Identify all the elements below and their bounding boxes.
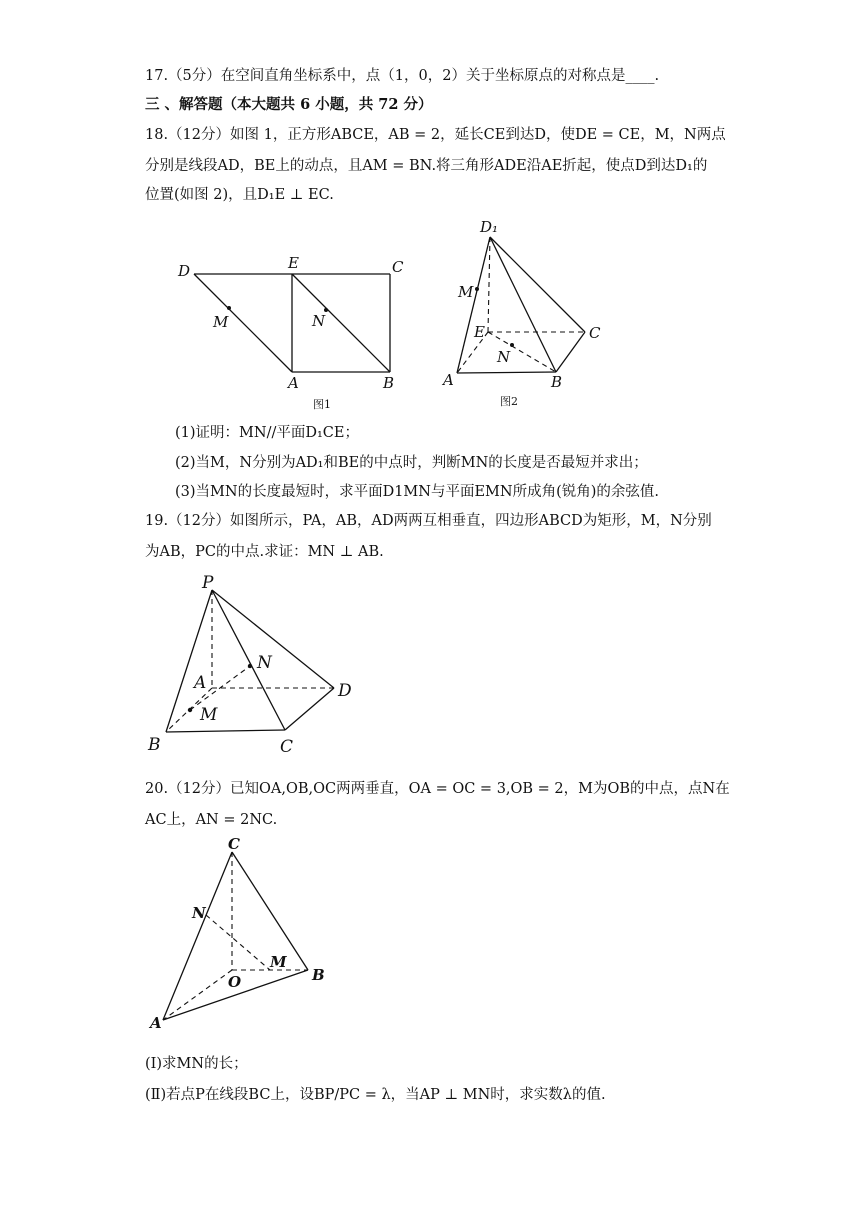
pyramid-label-b: B xyxy=(148,735,161,755)
fig1-label-d: D xyxy=(178,262,191,280)
question-18-line-1: 18.（12分）如图 1，正方形ABCE，AB = 2，延长CE到达D，使DE = CE，M，N两点 xyxy=(145,127,726,143)
question-19-line-1: 19.（12分）如图所示，PA，AB，AD两两互相垂直，四边形ABCD为矩形，M，N分别 xyxy=(145,513,712,529)
pyramid-label-a: A xyxy=(194,673,207,693)
fig2-label-a: A xyxy=(443,371,454,389)
fig2-label-d1: D₁ xyxy=(480,218,499,236)
fig2-label-n: N xyxy=(497,348,511,366)
fig2-label-m: M xyxy=(458,283,474,301)
tetra-label-n: N xyxy=(192,904,206,922)
fig1-label-a: A xyxy=(288,374,299,392)
question-20-line-2: AC上，AN = 2NC. xyxy=(145,812,278,828)
fig2-label-b: B xyxy=(551,373,563,391)
figure-2-folded-pyramid xyxy=(440,215,620,415)
fig1-label-n: N xyxy=(312,312,326,330)
section-heading: 三 、解答题（本大题共 6 小题，共 72 分） xyxy=(145,96,433,113)
tetra-label-b: B xyxy=(312,966,325,984)
pyramid-label-n: N xyxy=(257,653,272,673)
fig2-caption: 图2 xyxy=(500,395,518,408)
question-18-line-2: 分别是线段AD，BE上的动点，且AM = BN.将三角形ADE沿AE折起，使点D到达D₁的 xyxy=(145,158,708,174)
pyramid-label-p: P xyxy=(202,573,214,593)
question-18-part-3: (3)当MN的长度最短时，求平面D1MN与平面EMN所成角(锐角)的余弦值. xyxy=(175,484,659,500)
question-18-part-1: (1)证明：MN//平面D₁CE； xyxy=(175,425,359,441)
fig1-label-m: M xyxy=(213,313,229,331)
pyramid-label-d: D xyxy=(338,681,352,701)
fig1-label-c: C xyxy=(392,258,404,276)
pyramid-label-c: C xyxy=(280,737,294,757)
question-20-part-2: (Ⅱ)若点P在线段BC上，设BP/PC = λ，当AP ⊥ MN时，求实数λ的值. xyxy=(145,1087,606,1103)
figure-pyramid-pabcd xyxy=(140,570,370,760)
fig1-caption: 图1 xyxy=(313,398,331,411)
tetra-label-o: O xyxy=(228,973,242,991)
question-20-line-1: 20.（12分）已知OA,OB,OC两两垂直，OA = OC = 3,OB = 2，M为OB的中点，点N在 xyxy=(145,781,730,797)
question-18-line-3: 位置(如图 2)，且D₁E ⊥ EC. xyxy=(145,187,334,203)
tetra-label-c: C xyxy=(228,835,240,853)
tetra-label-a: A xyxy=(150,1014,162,1032)
pyramid-label-m: M xyxy=(200,705,218,725)
fig2-label-e: E xyxy=(474,323,485,341)
fig1-label-b: B xyxy=(383,374,395,392)
fig1-label-e: E xyxy=(288,254,299,272)
figure-1-square-triangle xyxy=(170,250,420,415)
question-19-line-2: 为AB，PC的中点.求证：MN ⊥ AB. xyxy=(145,544,384,560)
fig2-label-c: C xyxy=(589,324,601,342)
question-17: 17.（5分）在空间直角坐标系中，点（1，0，2）关于坐标原点的对称点是____. xyxy=(145,68,660,84)
figure-tetrahedron-oabc xyxy=(140,830,350,1035)
question-20-part-1: (Ⅰ)求MN的长； xyxy=(145,1056,248,1072)
tetra-label-m: M xyxy=(270,953,287,971)
question-18-part-2: (2)当M，N分别为AD₁和BE的中点时，判断MN的长度是否最短并求出； xyxy=(175,455,648,471)
